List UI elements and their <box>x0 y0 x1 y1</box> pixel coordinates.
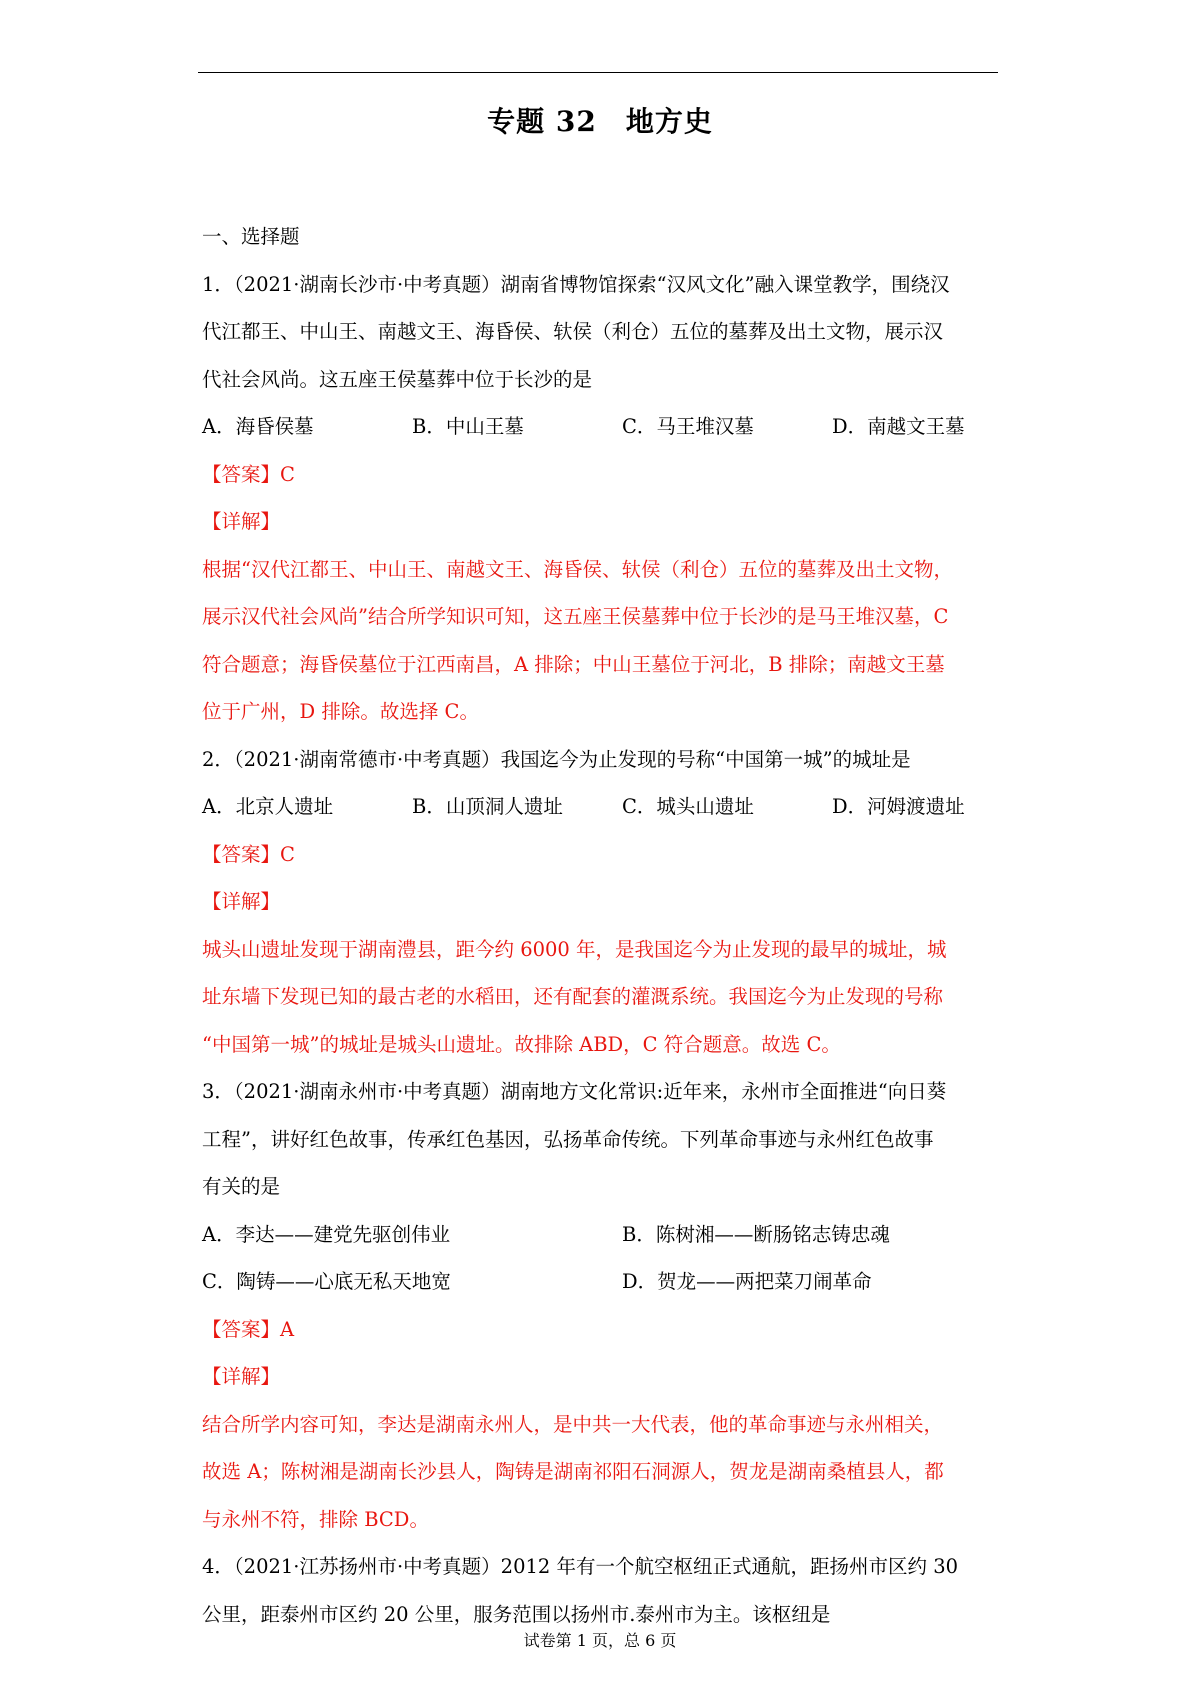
detail-line: 与永州不符，排除 BCD。 <box>202 1507 429 1531</box>
page-title: 专题 32 地方史 <box>487 105 713 138</box>
document-body <box>202 213 1002 1638</box>
detail-line: 位于广州，D 排除。故选择 C。 <box>202 700 479 723</box>
option-c: C．城头山遗址 <box>622 795 754 818</box>
option-d: D．南越文王墓 <box>832 415 965 438</box>
option-c: C．马王堆汉墓 <box>622 415 754 438</box>
option-c: C．陶铸——心底无私天地宽 <box>202 1270 451 1293</box>
detail-label: 【详解】 <box>202 890 281 913</box>
question-stem-line: 2．（2021·湖南常德市·中考真题）我国迄今为止发现的号称“中国第一城”的城址是 <box>202 747 911 771</box>
detail-line: 根据“汉代江都王、中山王、南越文王、海昏侯、轪侯（利仓）五位的墓葬及出土文物， <box>202 557 953 581</box>
question-stem-line: 代社会风尚。这五座王侯墓葬中位于长沙的是 <box>202 367 593 391</box>
question-stem-line: 公里，距泰州市区约 20 公里，服务范围以扬州市.泰州市为主。该枢纽是 <box>202 1602 831 1626</box>
option-a: A．李达——建党先驱创伟业 <box>202 1222 451 1246</box>
question-2 <box>202 736 1002 1069</box>
answer-label: 【答案】 <box>202 842 281 866</box>
detail-label: 【详解】 <box>202 510 281 533</box>
detail-line: 结合所学内容可知，李达是湖南永州人，是中共一大代表，他的革命事迹与永州相关， <box>202 1412 944 1436</box>
section-heading: 一、选择题 <box>202 225 300 248</box>
detail-line: 城头山遗址发现于湖南澧县，距今约 6000 年，是我国迄今为止发现的最早的城址，城 <box>202 937 947 961</box>
question-4 <box>202 1543 1002 1638</box>
option-b: B．中山王墓 <box>412 415 524 438</box>
question-stem-line: 4．（2021·江苏扬州市·中考真题）2012 年有一个航空枢纽正式通航，距扬州市区约 30 <box>202 1555 959 1578</box>
option-b: B．陈树湘——断肠铭志铸忠魂 <box>622 1222 890 1246</box>
answer-line <box>202 831 1002 879</box>
question-stem-line: 1．（2021·湖南长沙市·中考真题）湖南省博物馆探索“汉风文化”融入课堂教学，围绕汉 <box>202 272 950 296</box>
answer-value: A <box>280 1317 295 1341</box>
answer-label: 【答案】 <box>202 462 281 486</box>
question-options <box>202 1211 1002 1259</box>
header-rule <box>198 72 998 73</box>
answer-value: C <box>280 842 295 866</box>
question-options <box>202 1258 1002 1306</box>
detail-line: 展示汉代社会风尚”结合所学知识可知，这五座王侯墓葬中位于长沙的是马王堆汉墓，C <box>202 605 949 628</box>
option-a: A．北京人遗址 <box>202 795 334 818</box>
question-stem-line: 代江都王、中山王、南越文王、海昏侯、轪侯（利仓）五位的墓葬及出土文物，展示汉 <box>202 320 944 343</box>
detail-line: 符合题意；海昏侯墓位于江西南昌，A 排除；中山王墓位于河北，B 排除；南越文王墓 <box>202 652 945 676</box>
option-a: A．海昏侯墓 <box>202 415 314 438</box>
answer-value: C <box>280 462 295 486</box>
option-d: D．贺龙——两把菜刀闹革命 <box>622 1270 872 1293</box>
answer-label: 【答案】 <box>202 1317 281 1341</box>
option-d: D．河姆渡遗址 <box>832 795 965 818</box>
detail-line: 故选 A；陈树湘是湖南长沙县人，陶铸是湖南祁阳石洞源人，贺龙是湖南桑植县人，都 <box>202 1460 944 1483</box>
question-stem-line: 工程”，讲好红色故事，传承红色基因，弘扬革命传统。下列革命事迹与永州红色故事 <box>202 1127 934 1151</box>
question-stem-line: 有关的是 <box>202 1175 281 1198</box>
detail-line: “中国第一城”的城址是城头山遗址。故排除 ABD，C 符合题意。故选 C。 <box>202 1032 841 1056</box>
question-3 <box>202 1068 1002 1543</box>
answer-line <box>202 451 1002 499</box>
answer-line <box>202 1306 1002 1354</box>
question-1 <box>202 261 1002 736</box>
detail-label: 【详解】 <box>202 1365 281 1388</box>
question-options <box>202 783 1002 831</box>
option-b: B．山顶洞人遗址 <box>412 795 563 818</box>
page-footer: 试卷第 1 页，总 6 页 <box>523 1631 677 1650</box>
detail-line: 址东墙下发现已知的最古老的水稻田，还有配套的灌溉系统。我国迄今为止发现的号称 <box>202 985 944 1008</box>
question-stem-line: 3．（2021·湖南永州市·中考真题）湖南地方文化常识:近年来，永州市全面推进“向日葵 <box>202 1080 947 1103</box>
question-options <box>202 403 1002 451</box>
